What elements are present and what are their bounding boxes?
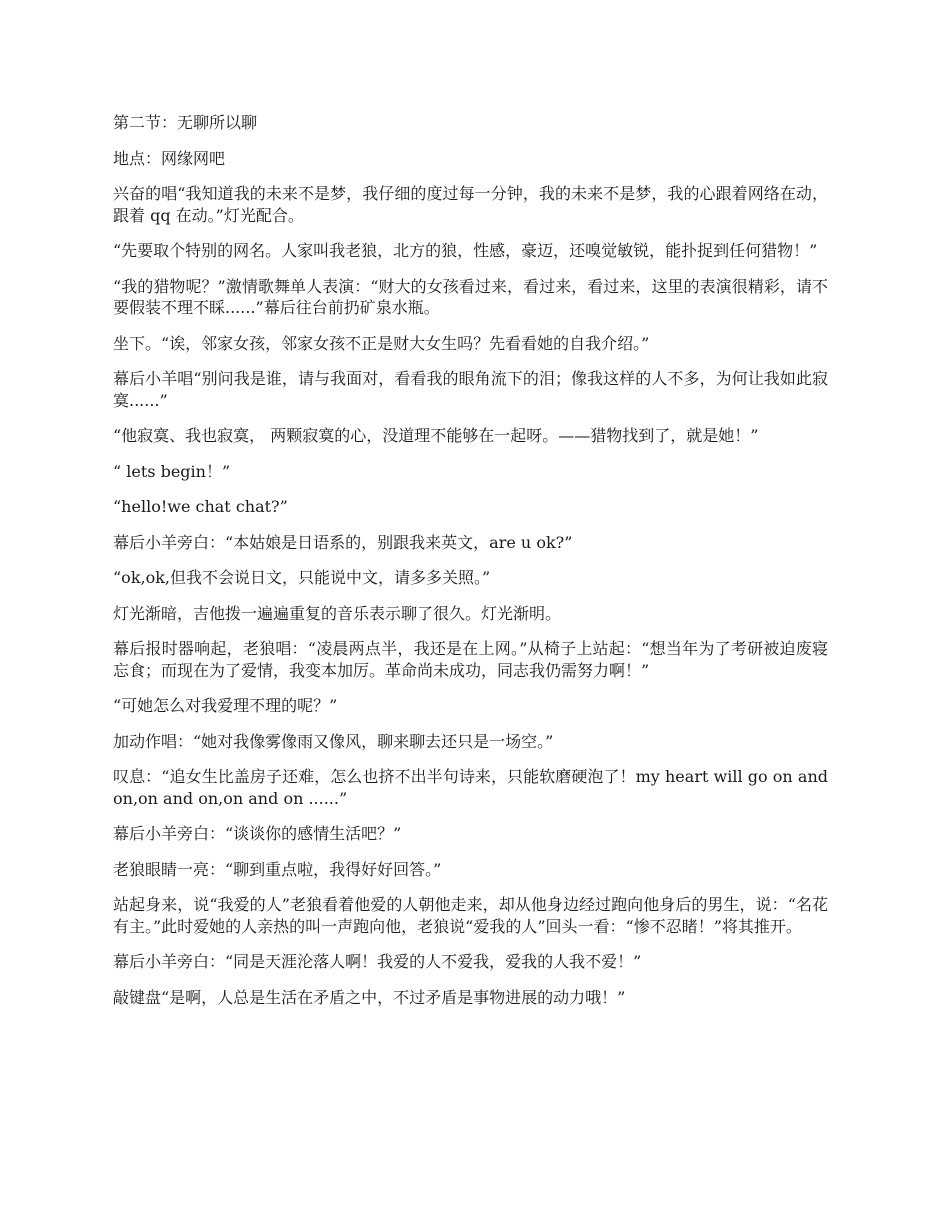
paragraph: 叹息：“追女生比盖房子还难，怎么也挤不出半句诗来，只能软磨硬泡了！my heart will go on and on,on and on,on and on ......” xyxy=(113,767,828,808)
paragraph: “先要取个特别的网名。人家叫我老狼，北方的狼，性感，豪迈，还嗅觉敏锐，能扑捉到任何猎物！” xyxy=(113,241,818,260)
paragraph: 灯光渐暗，吉他拨一遍遍重复的音乐表示聊了很久。灯光渐明。 xyxy=(113,603,562,623)
paragraph: 幕后小羊唱“别问我是谁，请与我面对，看看我的眼角流下的泪；像我这样的人不多，为何让我如此寂寞......” xyxy=(113,369,828,410)
paragraph: 幕后报时器响起，老狼唱：“凌晨两点半，我还是在上网。”从椅子上站起：“想当年为了考研被迫废寝忘食；而现在为了爱情，我变本加厉。革命尚未成功，同志我仍需努力啊！” xyxy=(113,639,828,680)
paragraph: 幕后小羊旁白：“同是天涯沦落人啊！我爱的人不爱我，爱我的人我不爱！” xyxy=(113,952,642,971)
paragraph: “我的猎物呢？”激情歌舞单人表演：“财大的女孩看过来，看过来，看过来，这里的表演很精彩，请不要假装不理不睬......”幕后往台前扔矿泉水瓶。 xyxy=(113,276,828,317)
document-body xyxy=(113,112,828,1022)
paragraph: 坐下。“诶，邻家女孩，邻家女孩不正是财大女生吗？先看看她的自我介绍。” xyxy=(113,333,650,353)
paragraph: “ lets begin！” xyxy=(113,461,231,481)
paragraph: 幕后小羊旁白：“本姑娘是日语系的，别跟我来英文，are u ok?” xyxy=(113,532,573,552)
paragraph: 加动作唱：“她对我像雾像雨又像风，聊来聊去还只是一场空。” xyxy=(113,731,554,751)
paragraph: 敲键盘“是啊，人总是生活在矛盾之中，不过矛盾是事物进展的动力哦！” xyxy=(113,987,626,1007)
paragraph: 幕后小羊旁白：“谈谈你的感情生活吧？” xyxy=(113,824,402,843)
section-heading: 第二节：无聊所以聊 xyxy=(113,113,258,132)
paragraph: “ok,ok,但我不会说日文，只能说中文，请多多关照。” xyxy=(113,568,491,587)
paragraph: “可她怎么对我爱理不理的呢？” xyxy=(113,696,338,715)
paragraph: 老狼眼睛一亮：“聊到重点啦，我得好好回答。” xyxy=(113,859,442,879)
paragraph: “hello!we chat chat?” xyxy=(113,497,288,516)
paragraph: 站起身来，说“我爱的人”老狼看着他爱的人朝他走来，却从他身边经过跑向他身后的男生，说：“名花有主。”此时爱她的人亲热的叫一声跑向他，老狼说“爱我的人”回头一看：“惨不忍睹！”将其推开。 xyxy=(113,895,828,936)
location-line: 地点：网缘网吧 xyxy=(113,148,226,168)
paragraph: 兴奋的唱“我知道我的未来不是梦，我仔细的度过每一分钟，我的未来不是梦，我的心跟着网络在动，跟着 qq 在动。”灯光配合。 xyxy=(113,184,828,225)
paragraph: “他寂寞、我也寂寞， 两颗寂寞的心，没道理不能够在一起呀。——猎物找到了，就是她！” xyxy=(113,426,759,445)
